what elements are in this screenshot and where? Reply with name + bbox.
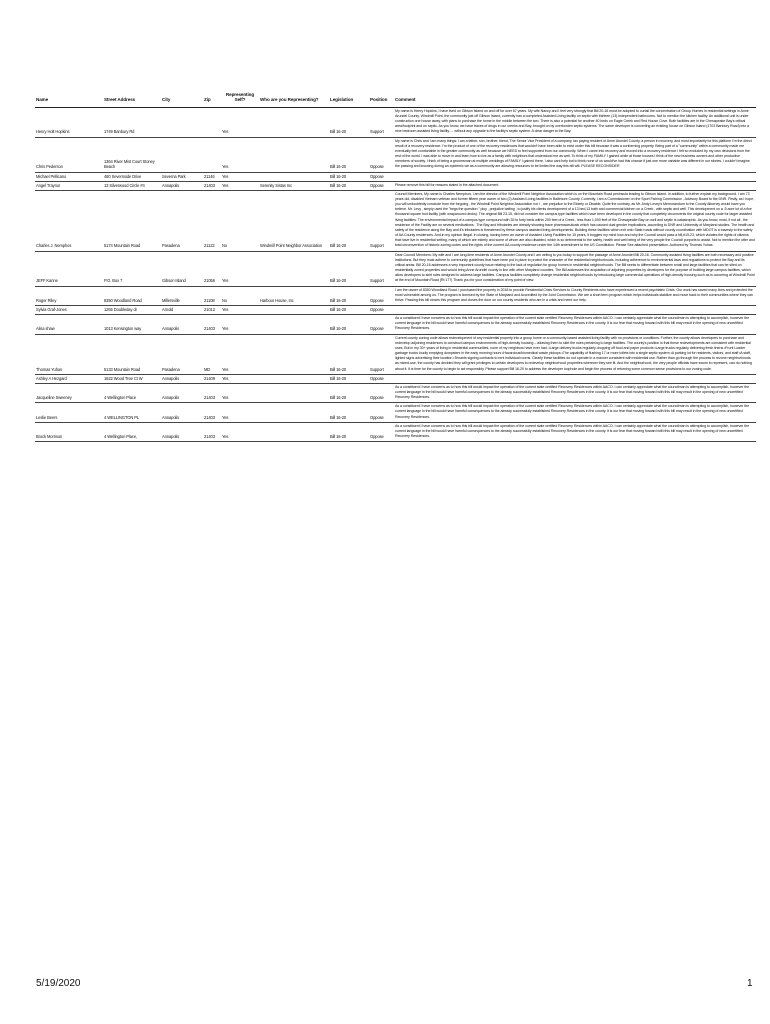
row-street-address: 8350 Woodland Road: [103, 286, 161, 305]
row-zip: 21056: [203, 251, 221, 286]
row-position: Oppose: [369, 172, 394, 181]
row-legislation: Bill 16-20: [329, 422, 369, 441]
row-representing-self: Yes: [221, 403, 259, 422]
row-city: Annapolis: [161, 422, 203, 441]
row-name: Brock Morrison: [35, 422, 103, 441]
row-name: Jacqueline Sweeney: [35, 383, 103, 402]
table-body: [35, 107, 756, 441]
row-who-representing: [259, 315, 329, 334]
row-legislation: Bill 16-20: [329, 172, 369, 181]
table-row: [35, 107, 756, 137]
row-street-address: 4 Wellington Place: [103, 383, 161, 402]
row-zip: 21012: [203, 305, 221, 314]
row-name: Leslie Beers: [35, 403, 103, 422]
table-row: [35, 334, 756, 374]
row-legislation: Bill 16-20: [329, 137, 369, 172]
header-street-address: Street Address: [103, 92, 161, 107]
row-street-address: 5133 Mountain Road: [103, 334, 161, 374]
row-name: Sylvia Graf-Jones: [35, 305, 103, 314]
row-name: Henry Holt Hopkins: [35, 107, 103, 137]
row-zip: MD: [203, 334, 221, 374]
header-name: Name: [35, 92, 103, 107]
row-who-representing: [259, 374, 329, 383]
row-comment: [394, 305, 756, 314]
row-who-representing: [259, 334, 329, 374]
row-street-address: 1265 Doubleday dr: [103, 305, 161, 314]
row-position: Oppose: [369, 374, 394, 383]
row-legislation: Bill 16-20: [329, 251, 369, 286]
row-zip: 21403: [203, 181, 221, 190]
table-row: [35, 181, 756, 190]
table-row: [35, 403, 756, 422]
row-representing-self: Yes: [221, 172, 259, 181]
row-position: Oppose: [369, 181, 394, 190]
row-city: Annapolis: [161, 181, 203, 190]
table-row: [35, 422, 756, 441]
footer-date: 5/19/2020: [36, 978, 81, 989]
row-position: Oppose: [369, 422, 394, 441]
row-street-address: 460 Severnside Drive: [103, 172, 161, 181]
row-zip: [203, 137, 221, 172]
row-city: Arnold: [161, 305, 203, 314]
row-legislation: Bill 16-20: [329, 286, 369, 305]
row-representing-self: Yes: [221, 374, 259, 383]
row-representing-self: Yes: [221, 383, 259, 402]
row-street-address: 1749 Banbury Rd: [103, 107, 161, 137]
row-position: Oppose: [369, 403, 394, 422]
header-zip: Zip: [203, 92, 221, 107]
row-zip: 21122: [203, 190, 221, 251]
row-name: Alisa shaw: [35, 315, 103, 334]
row-city: Gibson Island: [161, 251, 203, 286]
row-who-representing: Windmill Point Neighbor Association: [259, 190, 329, 251]
row-legislation: Bill 16-20: [329, 374, 369, 383]
row-name: Ashley A Hezgard: [35, 374, 103, 383]
row-street-address: 4 WELLINGTON PL: [103, 403, 161, 422]
row-city: Severna Park: [161, 172, 203, 181]
table-row: [35, 286, 756, 305]
row-street-address: 4 Wellington Place,: [103, 422, 161, 441]
row-comment: As a constituent I have concerns as to how this bill would impact the operation of the current state certified Recovery Residences within AACO. I can certainly appreciate what the councilman is attempting to accomplish, however the current language in the bill would have harmful consequences to the already successfully established Recovery Residences in the county. It is our fear that moving forward with this bill may result in the opening of new uncertified Recovery Residences.: [394, 403, 756, 422]
row-city: [161, 107, 203, 137]
row-zip: 21403: [203, 422, 221, 441]
row-name: Michael Pellicano: [35, 172, 103, 181]
header-legislation: Legislation: [329, 92, 369, 107]
testimony-table: [35, 92, 756, 442]
row-zip: 21403: [203, 403, 221, 422]
row-representing-self: Yes: [221, 315, 259, 334]
table-row: [35, 383, 756, 402]
row-street-address: 5174 Mountain Road: [103, 190, 161, 251]
row-comment: As a constituent I have concerns as to how this bill would impact the operation of the current state certified Recovery Residences within AACO. I can certainly appreciate what the councilman is attempting to accomplish, however the current language in the bill would have harmful consequences to the already successfully established Recovery Residences in the county. It is our fear that moving forward with this bill may result in the opening of new uncertified Recovery Residences.: [394, 422, 756, 441]
row-legislation: Bill 16-20: [329, 403, 369, 422]
row-street-address: P.O. Box 7: [103, 251, 161, 286]
row-legislation: Bill 16-20: [329, 315, 369, 334]
row-position: Oppose: [369, 286, 394, 305]
row-who-representing: [259, 251, 329, 286]
table-row: [35, 251, 756, 286]
row-representing-self: Yes: [221, 334, 259, 374]
row-position: Support: [369, 334, 394, 374]
row-legislation: Bill 16-20: [329, 334, 369, 374]
row-name: JEFF Kanne: [35, 251, 103, 286]
row-street-address: 1013 Kensington way: [103, 315, 161, 334]
row-representing-self: Yes: [221, 107, 259, 137]
row-representing-self: Yes: [221, 305, 259, 314]
row-comment: Please remove this bill for reasons stated in the attached document.: [394, 181, 756, 190]
row-legislation: Bill 16-20: [329, 305, 369, 314]
row-comment: I am the owner of 8350 Woodland Road. I purchased the property in 2018 to provide Residential Crisis Services to County Residents who have experienced a recent psychiatric Crisis. Our work has saved many lives and protected the most vulnerable among us. The program is licensed by the State of Maryland and Accredited by the Joint Commission. We are a short term program which helps individuals stabilize and move back to their communities where they can thrive. Passing this bill closes this program and closes the door on our county residents who are in a crisis and need our help.: [394, 286, 756, 305]
table-row: [35, 374, 756, 383]
row-zip: 21403: [203, 315, 221, 334]
row-city: Annapolis: [161, 403, 203, 422]
row-name: Roger Riley: [35, 286, 103, 305]
row-zip: 21108: [203, 286, 221, 305]
row-position: Support: [369, 107, 394, 137]
row-comment: As a constituent I have concerns as to how this bill would impact the operation of the current state certified Recovery Residences within AACO. I can certainly appreciate what the councilman is attempting to accomplish, however the current language in the bill would have harmful consequences to the already successfully established Recovery Residences in the county. It is our fear that moving forward with this bill may result in the opening of new uncertified Recovery Residences.: [394, 383, 756, 402]
row-who-representing: [259, 107, 329, 137]
row-representing-self: Yes: [221, 251, 259, 286]
row-street-address: 1622 Wood Tree Ct W: [103, 374, 161, 383]
row-legislation: Bill 16-20: [329, 107, 369, 137]
row-position: Oppose: [369, 137, 394, 172]
row-city: Pasadena: [161, 334, 203, 374]
table-row: [35, 172, 756, 181]
row-comment: [394, 374, 756, 383]
row-who-representing: [259, 422, 329, 441]
row-comment: As a constituent I have concerns as to how this bill would impact the operation of the current state certified Recovery Residences within AACO. I can certainly appreciate what the councilman is attempting to accomplish, however the current language in the bill would have harmful consequences to the already successfully established Recovery Residences in the county. It is our fear that moving forward with this bill may result in the opening of new uncertified Recovery Residences.: [394, 315, 756, 334]
row-city: Annapolis: [161, 383, 203, 402]
row-zip: 21403: [203, 383, 221, 402]
row-city: Millersville: [161, 286, 203, 305]
row-position: Oppose: [369, 305, 394, 314]
row-street-address: 13 Silverwood Circle #4: [103, 181, 161, 190]
row-representing-self: No: [221, 190, 259, 251]
row-name: Thomas Yuhas: [35, 334, 103, 374]
row-who-representing: Harbour House, Inc: [259, 286, 329, 305]
row-representing-self: Yes: [221, 181, 259, 190]
row-position: Oppose: [369, 315, 394, 334]
table-header-row: [35, 92, 756, 107]
row-representing-self: Yes: [221, 137, 259, 172]
row-zip: 21146: [203, 172, 221, 181]
row-position: Support: [369, 190, 394, 251]
row-position: Oppose: [369, 383, 394, 402]
row-city: Annapolis: [161, 315, 203, 334]
row-street-address: 1364 River Mist Court Stoney Beach: [103, 137, 161, 172]
row-representing-self: No: [221, 286, 259, 305]
row-city: Annapolis: [161, 374, 203, 383]
row-comment: Council Members, My name is Charles Nemphos, I am the director of the Windmill Point Neighbor Association which is on the Mountain Road peninsula leading to Gibson Island. In addition, to further explain my background, I am 73 years old, disabled Vietnam veteran and former fifteen year owner of two (2) Assisted Living facilities in Baltimore County. Currently, I am a Commissioner on the Sport Fishing Commission , Advisory Board to the DNR. Firstly, as I hope, you will undoubtedly conclude from the forgoing , the Windmill Point Neighbor Association nor I , are prejudice to the Elderly or Disable. Quite the contrary, as Mr. Andy Levey's Memorandum to the County Attorney would have you believe. Mr. Levy , simply used the "begs the question " ploy , prejudice baiting , to justify his clients development of a 13 bed,13 bath and commercial kitchen on a Creek , with septic and well. This development on a .5 acre lot of a five thousand square foot facility (with wraparound decks). The original Bill 23-15, did not consider the campus type facilities which have been developed in the county that completely circumvents the original county code for larger assisted living facilities. The environmental impact of a campus type compound with 35 to forty beds within 200 feet of a Creek , less than 1,000 feet of the Chesapeake Bay on well and septic is catastrophic. As you know, most, if not all , the residence of the Facility are on several medications . The Bay and tributaries are already showing trace pharmaceuticals which has caused dual gender implications ,according to DNR and University of Maryland studies. The health and safety of the residence along the Bay and it's tributaries is threatened by these campus assisted living developments. Building these facilities which exit onto State roads without county coordination with MDOT is a travesty to the safety of AA County residences. And,in my opinion illegal. In closing, having been an owner of Assisted Living Facilities for 15 years, it boggles my mind how and why the Council would pass a bill,#15-23, which violates the rights of citizens that have live in residential setting, many of which are elderly and some of whom are also disabled, which is so detrimental to the safety, health and well being of the very people the Council purports to assist. Not to mention the utter and total circumvention of historic zoning codes and the rights of the current AA county residence under the 14th amendment to the US Constitution. Please See attached presentation. Authored by Thomas Yuhas .: [394, 190, 756, 251]
row-comment: Dear Council Members: My wife and I are long-time residents of Anne Arundel County and I am writing to you today to support the passage of Anne Arundel Bill 20-16. Community assisted living facilities are both necessary and positive institutions. But they must adhere to community guidelines that have been put in place to protect the character of the residential neighborhoods, including adherence to environmental laws and regulations to protect the Bay and its critical areas. Bill 20-16 addresses a very important county issue relating to the lack of regulation for group homes in residential neighborhoods. The Bill seeks to differentiate between small and large facilities that can be sited on residentially zoned properties and would bring Anne Arundel county in line with other Maryland counties. The Bill addresses the acquisition of adjoining properties by developers for the purpose of building large campus facilities, which allow developers to skirt rules designed to address large facilities. Campus facilities completely change residential neighborhoods by introducing large commercial operations of high-density housing such as is occurring at Windmill Point at the end of Mountain Road (Rt 177) Thank you for your consideration of my point of view.: [394, 251, 756, 286]
table-row: [35, 305, 756, 314]
row-city: [161, 137, 203, 172]
row-who-representing: [259, 137, 329, 172]
row-zip: [203, 107, 221, 137]
row-comment: Current county zoning code allows redevelopment of any residential property into a group home or a community-based assisted living facility with no provisions or conditions. Further, the county allows developers to purchase and redevelop adjoining residences to construct campus environments of high-density housing – allowing them to skirt the rules pertaining to large facilities. The county's position is that these redevelopments are consistent with residential uses. But in my 30+ years of living in residential communities, none of my neighbors have ever had: •Large delivery trucks regularly dropping off food and paper products •Large trucks regularly delivering fresh linens •Front Loader garbage trucks loudly emptying dumpsters in the early morning hours •Hazardous/biomedical waste pickups •The capability of flushing 17 or more toilets into a single septic system •A parking lot for residents, visitors, and staff •A staff, lighted signs advertising their location •Tenants signing contracts to rent individual rooms. Clearly these facilities do not operate in a manner consistent with residential use. Rather than go through the process to rezone neighborhoods as mixed-use, the county has decided they will grant privileges to certain developers to redevelop neighborhood properties wherever they see fit. And the neighborhood, the very people officials have sworn to represent, can do nothing about it. It is time for the county to begin to act responsibly. Please support Bill 16-20 to address the developer loophole and begin the process of returning some common sense provisions to our zoning code.: [394, 334, 756, 374]
row-city: Pasadena: [161, 190, 203, 251]
row-zip: 21409: [203, 374, 221, 383]
row-who-representing: [259, 383, 329, 402]
row-name: Angel Traynor: [35, 181, 103, 190]
header-city: City: [161, 92, 203, 107]
row-who-representing: [259, 403, 329, 422]
table-row: [35, 190, 756, 251]
row-who-representing: [259, 305, 329, 314]
row-comment: My name is Henry Hopkins, I have lived on Gibson Island on and off for over 67 years. My wife Nancy and I feel very strongly that Bill 20-16 must be adopted to curtail the concentration of Group Homes in residential settings in Anne Arundel County. Windmill Point, the community just off Gibson Island, currently has a completed Assisted Living facility on septic with thirteen (13) independent bathrooms. Not to mention the kitchen facility. An additional unit is under construction one house away, with plans to purchase the home in the middle between the two. There is also a potential for another 40 beds on Eagle Creek and Red House Cove. Both facilities are in the Chesapeake Bay's critical area/footprint and on septic. As you know, we have traces of drugs in our creeks and Bay, brought on by overburden septic systems. The same developer is converting an existing house on Gibson Island (1703 Banbury Road) into a nine bedroom assisted living facility..... without any upgrade to the facility's septic system. A clear danger to the Bay.: [394, 107, 756, 137]
row-name: Charles J. Nemphos: [35, 190, 103, 251]
table-row: [35, 137, 756, 172]
row-comment: [394, 172, 756, 181]
row-position: Support: [369, 251, 394, 286]
row-who-representing: Serenity Sistas Inc: [259, 181, 329, 190]
row-legislation: Bill 16-20: [329, 181, 369, 190]
table-row: [35, 315, 756, 334]
row-legislation: Bill 16-20: [329, 190, 369, 251]
header-who-representing: Who are you Representing?: [259, 92, 329, 107]
row-who-representing: [259, 172, 329, 181]
row-legislation: Bill 16-20: [329, 383, 369, 402]
row-representing-self: Yes: [221, 422, 259, 441]
row-comment: My name is Chris and I am many things: I am a father, son, brother, friend, The Senior Vice President of a company, tax paying resident of Anne Arundel County, a person in recovery, and most importantly for this platform I'm the direct result of a recovery residence. I'm the product of one of the recovery residences that wouldn't have been able to exist under this bill because it was a conforming property. Being part of a "community" within a community made me eventually feel comfortable in the greater community as well because we NEED to feel supported from our community. When I came into recovery and moved into a recovery residence I felt so excluded by my own decisions from the rest of the world. I was able to move in and learn how to live as a family with neighbors that understood me as well. To think of my FAMILY I gained while at those houses I think of the new business owners and other productive members of society. I think of being a groomsman at multiple weddings of FAMILY I gained there. I also cant help but to think none of us would've had this chance if just one more variable was different in our stories. I couldn't imagine the passing and knowing during an epidemic we as a community are allowing resources to be limited the way this bill will. PLEASE RECONSIDER: [394, 137, 756, 172]
header-representing-self: Representing Self?: [221, 92, 259, 107]
row-name: Chris Pederson: [35, 137, 103, 172]
footer-page-number: 1: [747, 978, 753, 989]
header-comment: Comment: [394, 92, 756, 107]
header-position: Position: [369, 92, 394, 107]
